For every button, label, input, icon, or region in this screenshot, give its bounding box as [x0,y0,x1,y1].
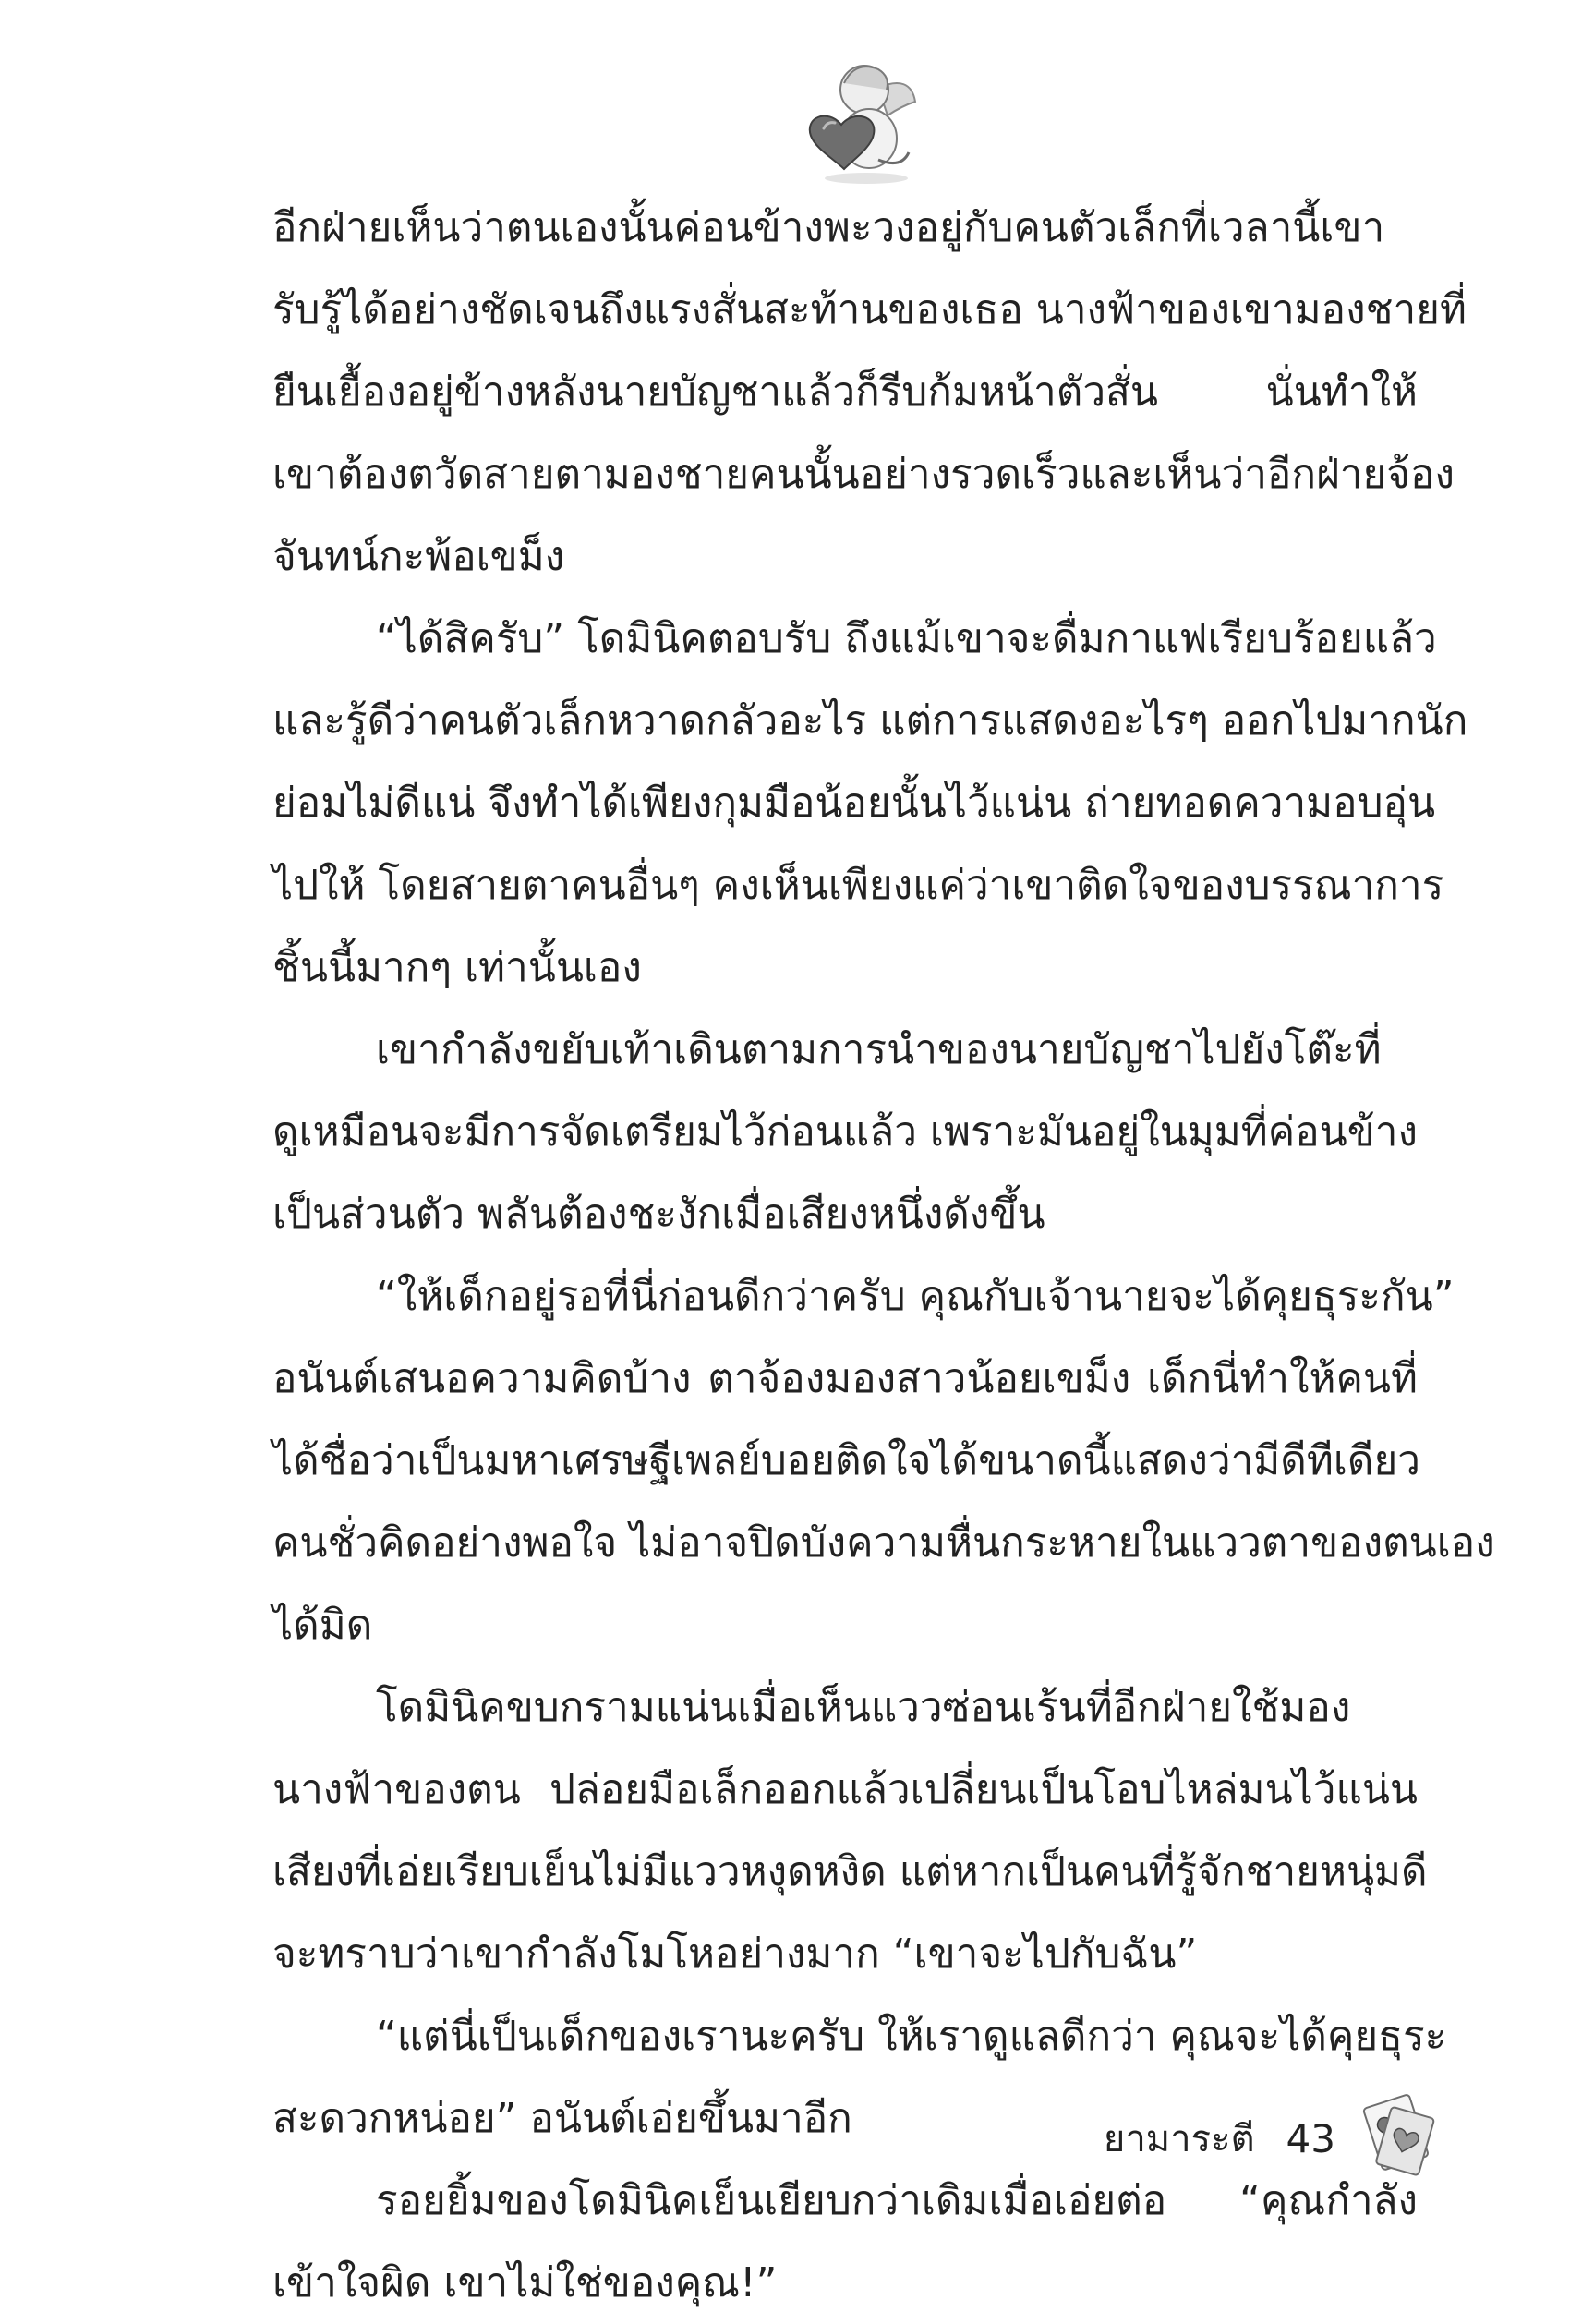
text-line: จะทราบว่าเขากำลังโมโหอย่างมาก “เขาจะไปกับฉัน” [272,1931,1198,1978]
text-line: และรู้ดีว่าคนตัวเล็กหวาดกลัวอะไร แต่การแสดงอะไรๆ ออกไปมากนัก [272,697,1468,744]
text-line: “ได้สิครับ” โดมินิคตอบรับ ถึงแม้เขาจะดื่มกาแฟเรียบร้อยแล้ว [376,615,1437,662]
page-number: 43 [1286,2115,1335,2161]
text-line: เป็นส่วนตัว พลันต้องชะงักเมื่อเสียงหนึ่งดังขึ้น [272,1191,1045,1238]
text-line: ย่อมไม่ดีแน่ จึงทำได้เพียงกุมมือน้อยนั้นไว้แน่น ถ่ายทอดความอบอุ่น [272,780,1436,827]
text-line: “ให้เด็กอยู่รอที่นี่ก่อนดีกว่าครับ คุณกับเจ้านายจะได้คุยธุระกัน” [376,1273,1455,1320]
text-line: “แต่นี่เป็นเด็กของเรานะครับ ให้เราดูแลดีกว่า คุณจะได้คุยธุระ [376,2013,1447,2060]
text-line: เข้าใจผิด เขาไม่ใช่ของคุณ!” [272,2259,778,2306]
text-line: ยืนเยื้องอยู่ข้างหลังนายบัญชาแล้วก็รีบก้มหน้าตัวสั่น นั่นทำให้ [272,369,1418,416]
text-line: อีกฝ่ายเห็นว่าตนเองนั้นค่อนข้างพะวงอยู่กับคนตัวเล็กที่เวลานี้เขา [272,204,1385,251]
body-text [272,187,1495,2324]
text-line: โดมินิคขบกรามแน่นเมื่อเห็นแววซ่อนเร้นที่อีกฝ่ายใช้มอง [376,1684,1351,1731]
text-line: ชิ้นนี้มากๆ เท่านั้นเอง [272,944,642,991]
text-line: จันทน์กะพ้อเขม็ง [272,533,565,580]
text-line: ไปให้ โดยสายตาคนอื่นๆ คงเห็นเพียงแค่ว่าเขาติดใจของบรรณาการ [272,862,1444,909]
text-line: อนันต์เสนอความคิดบ้าง ตาจ้องมองสาวน้อยเขม็ง เด็กนี่ทำให้คนที่ [272,1355,1418,1402]
page-footer [1104,2083,1448,2194]
text-line: เขากำลังขยับเท้าเดินตามการนำของนายบัญชาไปยังโต๊ะที่ [376,1026,1382,1073]
text-line: ได้ชื่อว่าเป็นมหาเศรษฐีเพลย์บอยติดใจได้ขนาดนี้แสดงว่ามีดีทีเดียว [272,1437,1420,1484]
heart-card-icon [1347,2083,1448,2194]
text-line: สะดวกหน่อย” อนันต์เอ่ยขึ้นมาอีก [272,2095,852,2142]
text-line: เขาต้องตวัดสายตามองชายคนนั้นอย่างรวดเร็วและเห็นว่าอีกฝ่ายจ้อง [272,451,1455,498]
text-line: นางฟ้าของตน ปล่อยมือเล็กออกแล้วเปลี่ยนเป็นโอบไหล่มนไว้แน่น [272,1766,1418,1813]
text-line: ดูเหมือนจะมีการจัดเตรียมไว้ก่อนแล้ว เพราะมันอยู่ในมุมที่ค่อนข้าง [272,1108,1418,1156]
text-line: รอยยิ้มของโดมินิคเย็นเยียบกว่าเดิมเมื่อเอ่ยต่อ “คุณกำลัง [376,2177,1418,2224]
text-line: เสียงที่เอ่ยเรียบเย็นไม่มีแววหงุดหงิด แต่หากเป็นคนที่รู้จักชายหนุ่มดี [272,1848,1428,1895]
book-title: ยามาระตี [1103,2118,1255,2161]
text-line: คนชั่วคิดอย่างพอใจ ไม่อาจปิดบังความหื่นกระหายในแววตาของตนเอง [272,1519,1495,1567]
cherub-with-heart-icon [791,51,929,189]
text-line: รับรู้ได้อย่างชัดเจนถึงแรงสั่นสะท้านของเธอ นางฟ้าของเขามองชายที่ [272,286,1467,333]
text-line: ได้มิด [272,1602,373,1649]
